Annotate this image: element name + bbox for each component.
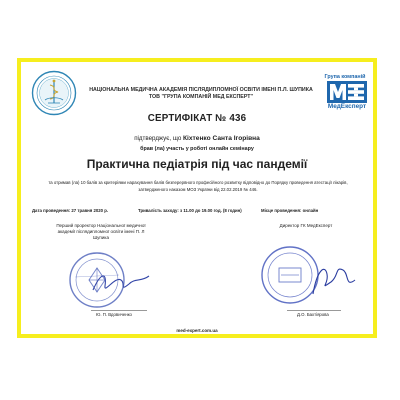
academy-crest-icon [31, 70, 77, 116]
points-statement: та отримав (ла) 10 балів за критеріями нарахування балів безперервного професійного розвитку відповідно до Порядку проведення атестації лікарів, затвердженого наказом МОЗ України від 22.02.2019 № 446. [48, 180, 348, 192]
org-line-company: ТОВ "ГРУПА КОМПАНІЙ МЕД ЕКСПЕРТ" [148, 94, 254, 100]
seminar-title: Практична педіатрія під час пандемії [86, 157, 308, 171]
duration-value: з 11.00 до 19.00 год. (8 годин) [180, 208, 242, 213]
org-line-academy: НАЦІОНАЛЬНА МЕДИЧНА АКАДЕМІЯ ПІСЛЯДИПЛОМНОЇ ОСВІТИ ІМЕНІ П.Л. ШУПИКА [89, 87, 313, 93]
place-label: Місце проведення: [261, 208, 302, 213]
date-label: Дата проведення: [32, 208, 71, 213]
left-signature-line [91, 310, 147, 311]
certificate-frame [17, 58, 377, 338]
date-value: 27 травня 2020 р. [71, 208, 109, 213]
place-value: онлайн [302, 208, 319, 213]
logo-name: МедЕксперт [327, 103, 367, 110]
website-link[interactable]: med-expert.com.ua [176, 328, 218, 333]
confirms-prefix: підтверджує, що [134, 135, 182, 142]
event-place [261, 208, 318, 213]
event-duration [138, 208, 242, 213]
medexpert-logo-icon [327, 81, 367, 103]
event-date [32, 208, 108, 213]
participation-text: брав (ла) участь у роботі онлайн семінару [140, 146, 254, 152]
duration-label: Тривалість заходу: [138, 208, 179, 213]
certificate-title: СЕРТИФІКАТ № 436 [147, 113, 247, 124]
company-logo [321, 74, 373, 110]
right-signature-icon [309, 260, 359, 300]
recipient-name: Кіхтенко Санта Ігорівна [183, 135, 260, 142]
left-signatory-name: Ю. П. Вдовиченко [96, 312, 132, 317]
right-signatory-name: Д.О. Бахтіярова [297, 312, 329, 317]
left-signature-icon [91, 268, 151, 298]
confirmation-line [21, 135, 373, 142]
right-signatory-title: Директор ГК МедЕксперт [279, 223, 333, 228]
organization-header [87, 87, 315, 101]
right-signature-line [287, 310, 341, 311]
left-signatory-title: Перший проректор Національної медичної академії післядипломної освіти імені П. Л Шупика [56, 223, 146, 240]
logo-caption: Група компаній [324, 74, 366, 80]
